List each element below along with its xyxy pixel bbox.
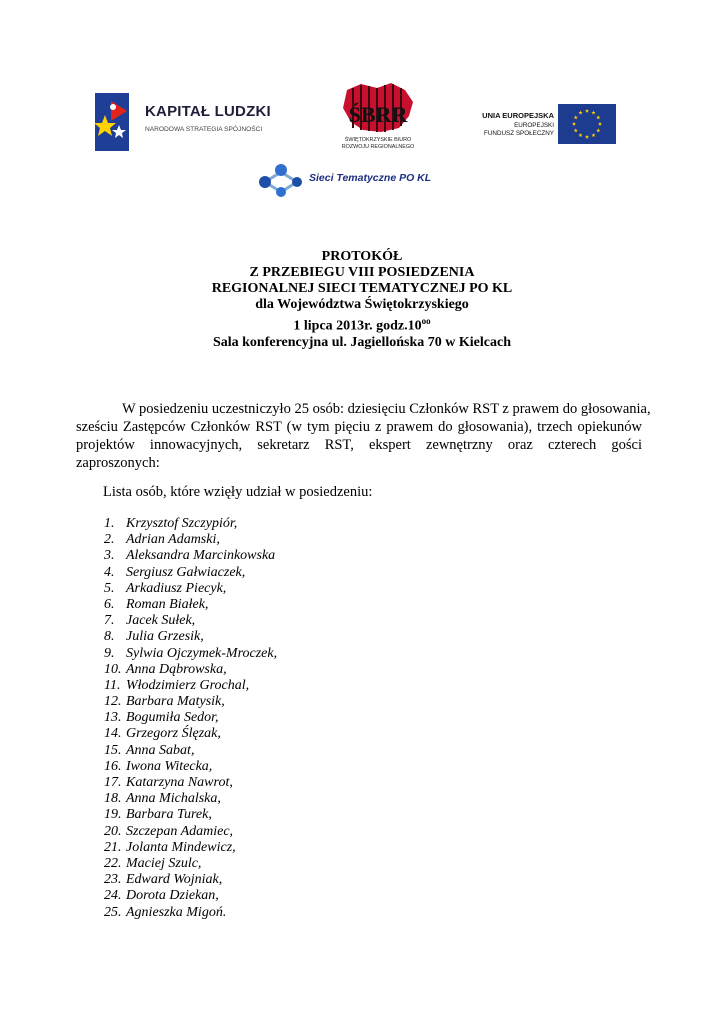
attendee-name: Katarzyna Nawrot, — [126, 775, 233, 790]
attendee-number: 15. — [104, 742, 122, 758]
attendee-item — [104, 516, 277, 532]
sbrr-subtitle-line2: ROZWOJU REGIONALNEGO — [341, 144, 415, 150]
attendee-name: Jacek Sułek, — [126, 613, 196, 629]
attendee-number: 16. — [104, 758, 122, 774]
attendee-item — [104, 629, 277, 645]
sbrr-title: ŚBRR — [348, 102, 408, 127]
attendee-item — [104, 759, 277, 775]
attendee-number: 6. — [104, 596, 115, 612]
attendee-number: 4. — [104, 564, 115, 580]
attendee-number: 9. — [104, 645, 115, 661]
eu-flag-icon — [558, 104, 616, 144]
attendee-item — [104, 694, 277, 710]
attendee-name: Anna Michalska, — [126, 791, 221, 807]
kapital-ludzki-logo — [93, 93, 293, 153]
attendee-item — [104, 726, 277, 742]
attendee-name: Barbara Turek, — [126, 807, 212, 823]
attendee-number: 25. — [104, 904, 122, 920]
attendee-name: Aleksandra Marcinkowska — [126, 548, 276, 564]
attendee-number: 1. — [104, 516, 115, 531]
attendee-number: 14. — [104, 726, 122, 742]
attendee-item — [104, 710, 277, 726]
attendee-number: 18. — [104, 791, 122, 807]
attendee-name: Barbara Matysik, — [126, 694, 225, 710]
attendee-item — [104, 678, 277, 694]
attendee-item — [104, 791, 277, 807]
attendee-item — [104, 662, 277, 678]
heading-line-6: Sala konferencyjna ul. Jagiellońska 70 w Kielcach — [212, 334, 512, 350]
intro-line-1: W posiedzeniu uczestniczyło 25 osób: dziesięciu Członków RST z prawem do głosowania, — [122, 401, 651, 417]
intro-line-3: projektów innowacyjnych, sekretarz RST, ekspert zewnętrzny oraz czterech gości — [76, 437, 642, 453]
attendee-name: Anna Dąbrowska, — [126, 661, 227, 677]
attendee-number: 3. — [104, 548, 115, 564]
attendee-name: Sylwia Ojczymek-Mroczek, — [126, 645, 278, 661]
attendee-item — [104, 775, 277, 791]
attendees-list — [104, 516, 277, 921]
ue-line2: EUROPEJSKI — [514, 122, 554, 129]
sbrr-subtitle-line1: ŚWIĘTOKRZYSKIE BIURO — [344, 137, 412, 143]
attendee-number: 5. — [104, 580, 115, 596]
attendee-name: Adrian Adamski, — [126, 532, 220, 548]
attendee-number: 20. — [104, 823, 122, 839]
attendee-name: Arkadiusz Piecyk, — [126, 580, 227, 596]
attendee-name: Sergiusz Gałwiaczek, — [126, 564, 246, 580]
attendee-item — [104, 905, 277, 921]
kapital-ludzki-emblem-icon — [93, 93, 141, 153]
attendee-number: 13. — [104, 710, 122, 726]
intro-line-2: sześciu Zastępców Członków RST (w tym pięciu z prawem do głosowania), trzech opiekunów — [76, 419, 642, 435]
attendee-number: 19. — [104, 807, 122, 823]
attendee-item — [104, 807, 277, 823]
attendee-item — [104, 856, 277, 872]
intro-paragraph — [76, 400, 651, 472]
attendee-number: 11. — [104, 677, 121, 693]
attendee-name: Bogumiła Sedor, — [126, 710, 219, 726]
attendee-name: Agnieszka Migoń. — [126, 904, 227, 920]
attendee-name: Krzysztof Szczypiór, — [126, 516, 238, 531]
attendee-number: 7. — [104, 613, 115, 629]
intro-line-4: zaproszonych: — [76, 455, 160, 471]
sbrr-logo — [333, 80, 423, 160]
kapital-ludzki-subtitle: NARODOWA STRATEGIA SPÓJNOŚCI — [145, 126, 263, 133]
attendee-item — [104, 613, 277, 629]
heading-line-4: dla Województwa Świętokrzyskiego — [255, 297, 469, 312]
attendee-number: 8. — [104, 629, 115, 645]
attendee-item — [104, 581, 277, 597]
attendee-item — [104, 872, 277, 888]
sieci-tematyczne-logo — [257, 160, 477, 200]
attendee-number: 10. — [104, 661, 122, 677]
attendee-name: Dorota Dziekan, — [126, 888, 219, 904]
attendee-number: 12. — [104, 694, 122, 710]
attendee-item — [104, 646, 277, 662]
attendee-number: 21. — [104, 839, 122, 855]
attendee-name: Roman Białek, — [126, 596, 209, 612]
attendee-item — [104, 743, 277, 759]
ue-line3: FUNDUSZ SPOŁECZNY — [484, 130, 554, 137]
attendee-name: Maciej Szulc, — [126, 855, 202, 871]
heading-line-3: REGIONALNEJ SIECI TEMATYCZNEJ PO KL — [211, 281, 513, 296]
attendee-number: 22. — [104, 855, 122, 871]
attendee-item — [104, 565, 277, 581]
kapital-ludzki-title: KAPITAŁ LUDZKI — [145, 103, 271, 120]
attendee-name: Anna Sabat, — [126, 742, 195, 758]
meeting-time-superscript: oo — [421, 316, 431, 326]
attendee-item — [104, 597, 277, 613]
attendee-item — [104, 888, 277, 904]
attendee-name: Włodzimierz Grochal, — [126, 677, 250, 693]
protocol-heading — [0, 249, 724, 351]
attendee-item — [104, 824, 277, 840]
unia-europejska-logo — [470, 104, 620, 146]
heading-line-2: Z PRZEBIEGU VIII POSIEDZENIA — [249, 265, 475, 280]
attendee-number: 23. — [104, 872, 122, 888]
attendee-name: Jolanta Mindewicz, — [126, 839, 236, 855]
sieci-tematyczne-title: Sieci Tematyczne PO KL — [309, 172, 432, 184]
attendee-number: 24. — [104, 888, 122, 904]
attendee-item — [104, 532, 277, 548]
attendee-name: Julia Grzesik, — [126, 629, 204, 645]
attendee-item — [104, 548, 277, 564]
attendee-name: Grzegorz Ślęzak, — [126, 726, 221, 742]
attendee-name: Iwona Witecka, — [126, 758, 213, 774]
meeting-date: 1 lipca 2013r. godz.10 — [293, 318, 422, 334]
heading-line-1: PROTOKÓŁ — [321, 249, 403, 264]
attendee-number: 2. — [104, 532, 115, 548]
attendee-item — [104, 840, 277, 856]
heading-line-5 — [0, 313, 724, 335]
attendees-list-label: Lista osób, które wzięły udział w posiedzeniu: — [103, 484, 373, 500]
network-nodes-icon — [257, 160, 307, 200]
attendee-number: 17. — [104, 775, 122, 790]
attendee-name: Szczepan Adamiec, — [126, 823, 234, 839]
ue-line1: UNIA EUROPEJSKA — [482, 111, 554, 120]
attendee-name: Edward Wojniak, — [126, 872, 223, 888]
